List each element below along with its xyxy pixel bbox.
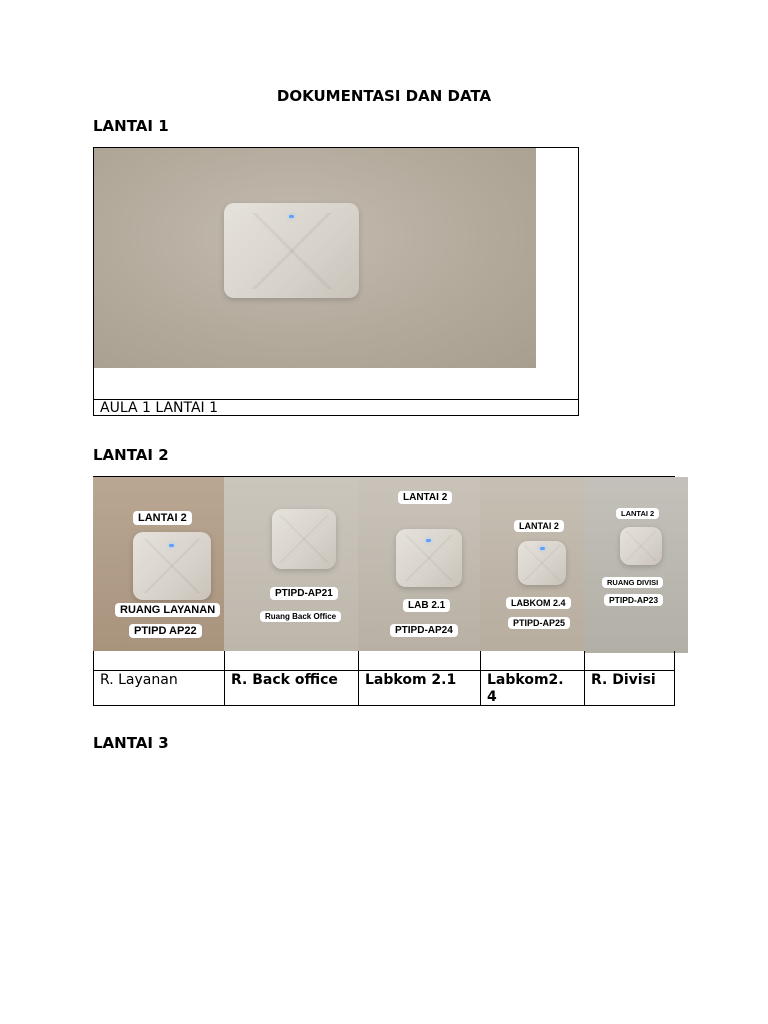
photo-tag: LABKOM 2.4 — [506, 597, 571, 609]
access-point-image — [396, 529, 462, 587]
access-point-image — [224, 203, 359, 298]
column-label-labkom-2-4: Labkom2. 4 — [480, 670, 584, 706]
column-label-r-divisi: R. Divisi — [584, 670, 675, 706]
photo-labkom-2-4 — [480, 477, 584, 651]
photo-tag: PTIPD-AP23 — [604, 594, 663, 606]
photo-tag: LANTAI 2 — [514, 520, 564, 532]
heading-lantai-2: LANTAI 2 — [93, 446, 169, 464]
photo-tag: LANTAI 2 — [398, 491, 452, 504]
photo-aula-1 — [94, 148, 536, 368]
column-label-r-back-office: R. Back office — [224, 670, 358, 706]
column-label-r-layanan: R. Layanan — [93, 670, 224, 706]
heading-lantai-1: LANTAI 1 — [93, 117, 169, 135]
photo-tag: LAB 2.1 — [403, 599, 450, 612]
access-point-image — [272, 509, 336, 569]
table-cell — [584, 651, 675, 671]
led-indicator — [540, 547, 545, 550]
access-point-image — [133, 532, 211, 600]
led-indicator — [169, 544, 174, 547]
photo-back-office — [224, 477, 358, 651]
table-lantai-2 — [93, 476, 675, 705]
photo-tag: PTIPD-AP25 — [508, 617, 570, 629]
photo-tag: PTIPD-AP21 — [270, 587, 338, 600]
photo-lab-2-1 — [358, 477, 480, 651]
caption-aula-1: AULA 1 LANTAI 1 — [94, 399, 578, 417]
photo-tag: Ruang Back Office — [260, 611, 341, 622]
table-lantai-1 — [93, 147, 579, 416]
access-point-image — [620, 527, 662, 565]
photo-ruang-layanan — [93, 477, 224, 651]
led-indicator — [289, 215, 294, 218]
table-cell — [480, 651, 584, 671]
document-title: DOKUMENTASI DAN DATA — [276, 87, 492, 105]
photo-tag: PTIPD-AP24 — [390, 624, 458, 637]
photo-tag: LANTAI 2 — [133, 511, 192, 525]
heading-lantai-3: LANTAI 3 — [93, 734, 169, 752]
photo-tag: RUANG LAYANAN — [115, 603, 220, 617]
led-indicator — [426, 539, 431, 542]
photo-tag: LANTAI 2 — [616, 508, 659, 519]
table-cell — [358, 651, 480, 671]
photo-ruang-divisi — [584, 477, 688, 653]
column-label-labkom-2-1: Labkom 2.1 — [358, 670, 480, 706]
access-point-image — [518, 541, 566, 585]
photo-tag: PTIPD AP22 — [129, 624, 202, 638]
table-cell — [93, 651, 224, 671]
table-cell — [224, 651, 358, 671]
photo-tag: RUANG DIVISI — [602, 577, 663, 588]
